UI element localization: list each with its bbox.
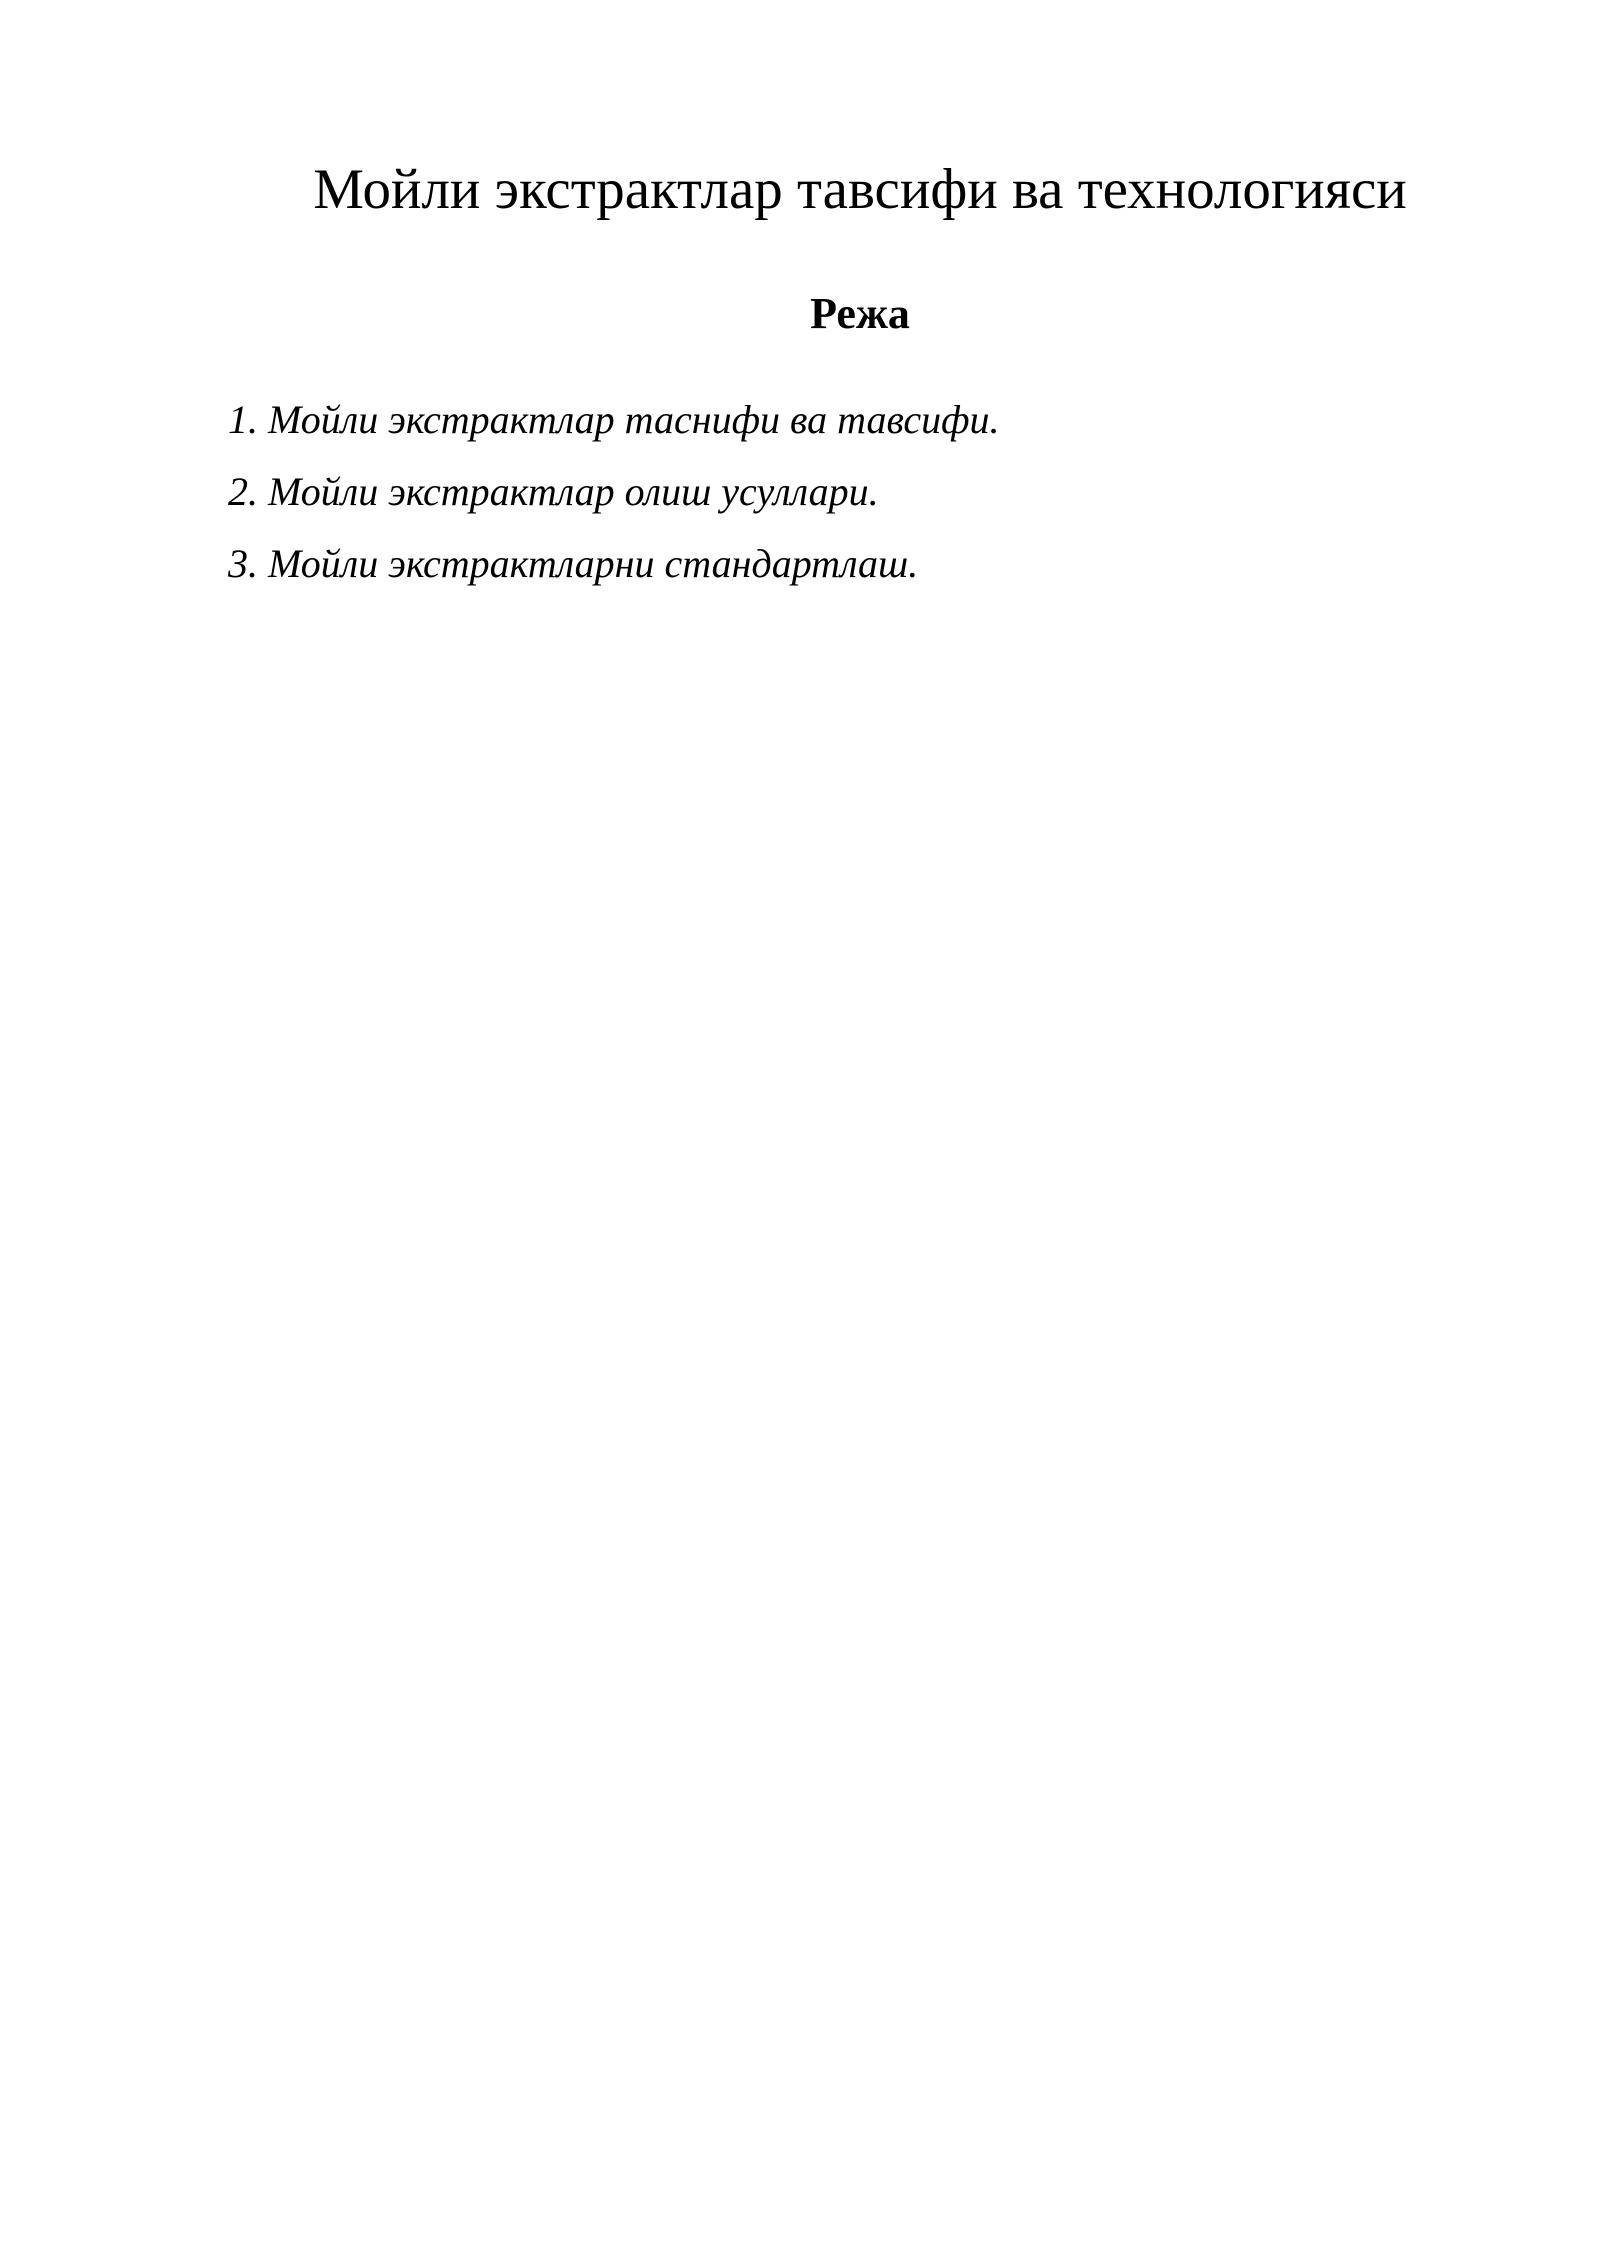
plan-list [228, 392, 999, 608]
plan-heading: Режа [810, 289, 910, 338]
plan-item-2: 2. Мойли экстрактлар олиш усуллари. [228, 469, 879, 514]
document-title: Мойли экстрактлар тавсифи ва технологияси [313, 158, 1407, 221]
plan-item-3: 3. Мойли экстрактларни стандартлаш. [228, 541, 919, 586]
plan-item-1: 1. Мойли экстрактлар таснифи ва тавсифи. [228, 397, 1000, 442]
